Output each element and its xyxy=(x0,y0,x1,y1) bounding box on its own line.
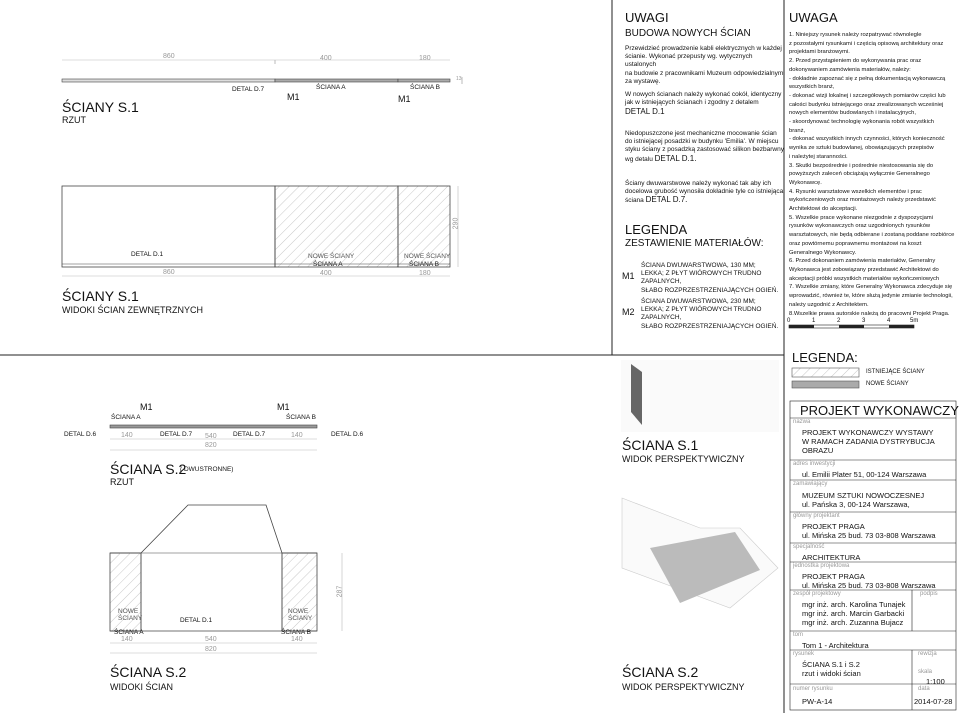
general-note-line: 3. Skutki bezpośrednie i pośrednie niestosowania się do xyxy=(789,162,934,169)
dim-180: 180 xyxy=(419,55,431,62)
plan-title: ŚCIANY S.1 xyxy=(62,99,139,115)
s2-perspective xyxy=(622,498,778,608)
legend-title: LEGENDA xyxy=(625,222,688,237)
general-note-line: wykończeniowych oraz montażowych należy przedstawić xyxy=(789,197,936,204)
general-note-line: Generalnego Wykonawcy. xyxy=(789,249,857,256)
sciana-a-label: ŚCIANA A xyxy=(313,261,343,268)
detal-d7-label: DETAL D.7 xyxy=(233,431,266,438)
general-note-line: należy uzgodnić z Architektem. xyxy=(789,301,869,308)
dim-140: 140 xyxy=(291,432,303,439)
note-paragraph-3: Niedopuszczone jest mechaniczne mocowanie ścian do istniejącej posadzki w budynku 'Emilia'. W miejscu styku ściany z posadzką zastosować silikon bezbarwny wg detalu DETAL D.1. xyxy=(625,130,784,163)
m1-code: M1 xyxy=(622,271,635,281)
general-note-line: nowych elementów budowlanych i instalacyjnych, xyxy=(789,110,916,117)
general-notes-list xyxy=(789,31,959,318)
detal-d1-label: DETAL D.1 xyxy=(131,251,164,258)
scale-label-0: 0 xyxy=(787,318,791,324)
general-notes-title: UWAGA xyxy=(789,10,838,25)
detal-d7-label: DETAL D.7 xyxy=(160,431,193,438)
dim-540: 540 xyxy=(205,636,217,643)
label-volume: tom xyxy=(793,632,804,638)
detal-d6-label: DETAL D.6 xyxy=(64,431,97,438)
s2-plan-title: ŚCIANA S.2 xyxy=(110,461,187,477)
general-note-line: Wykonawcę. xyxy=(789,179,822,186)
sciana-a-label: ŚCIANA A xyxy=(114,629,144,636)
general-note-line: warsztatowych, nie będą odbierane i zostaną poddane rozbiórce xyxy=(789,232,955,239)
detal-d1-label: DETAL D.1 xyxy=(180,617,213,624)
label-drawing-number: numer rysunku xyxy=(793,686,833,692)
m2-description: ŚCIANA DWUWARSTWOWA, 230 MM; LEKKA; Z PŁYT WIÓROWYCH TRUDNO ZAPALNYCH, SŁABO ROZPRZESTRZENIAJĄCYCH OGIEŃ. xyxy=(641,298,779,330)
scale-label-3: 3 xyxy=(862,318,866,324)
new-walls-label: NOWE ŚCIANY xyxy=(308,253,355,260)
chief-designer: PROJEKT PRAGA ul. Mińska 25 bud. 73 03-808 Warszawa xyxy=(802,522,936,540)
label-team: zespół projektowy xyxy=(793,591,841,597)
dim-140: 140 xyxy=(291,636,303,643)
s1-perspective xyxy=(621,360,779,432)
s2-plan-subtitle: RZUT xyxy=(110,477,134,487)
new-walls-label: NOWE ŚCIANY xyxy=(288,608,313,622)
detal-d7-label: DETAL D.7 xyxy=(232,86,265,93)
dim-287: 287 xyxy=(336,585,344,598)
s2-plan-note: ( DWUSTRONNE) xyxy=(180,466,234,473)
scale-label-2: 2 xyxy=(837,318,841,324)
note-paragraph-1: Przewidzieć prowadzenie kabli elektrycznych w każdej ścianie. Wykonać przepusty wg. wytycznych ustalonych na budowie z pracownikami Muzeum odpowiedzialnymi za wystawę. xyxy=(625,45,785,85)
scale-bar xyxy=(789,325,914,328)
general-note-line: projektami branżowymi. xyxy=(789,49,850,56)
new-wall-swatch xyxy=(792,381,859,388)
scale-label-1: 1 xyxy=(812,318,816,324)
general-note-line: - dokonać wizji lokalnej i szczegółowych pomiarów części lub xyxy=(789,92,946,99)
note-paragraph-2: W nowych ścianach należy wykonać cokół, identyczny jak w istniejących ścianach i zgodny z detalem DETAL D.1 xyxy=(625,91,782,117)
scale-label-5m: 5m xyxy=(910,318,919,324)
label-name: nazwa xyxy=(793,419,811,425)
dim-820: 820 xyxy=(205,646,217,653)
investment-address: ul. Emilii Plater 51, 00-124 Warszawa xyxy=(802,470,927,479)
volume: Tom 1 - Architektura xyxy=(802,641,869,650)
specialty: ARCHITEKTURA xyxy=(802,553,861,562)
dim-400: 400 xyxy=(320,55,332,62)
general-note-line: 5. Wszelkie prace wykonane niezgodnie z dyspozycjami xyxy=(789,214,934,221)
m2-code: M2 xyxy=(622,307,635,317)
general-note-line: wynika ze sztuki budowlanej, obowiązujących przepisów xyxy=(789,145,934,152)
general-note-line: rysunków wykonawczych oraz uzgodnionych rysunków xyxy=(789,223,931,230)
m1-label: M1 xyxy=(398,94,411,104)
label-address: adres inwestycji xyxy=(793,461,836,467)
s1-perspective-title: ŚCIANA S.1 xyxy=(622,437,699,453)
s2-perspective-title: ŚCIANA S.2 xyxy=(622,664,699,680)
label-revision: rewizja xyxy=(918,651,937,657)
general-note-line: wszystkich branż, xyxy=(789,84,835,91)
materials-subtitle: ZESTAWIENIE MATERIAŁÓW: xyxy=(625,238,764,249)
s1-perspective-subtitle: WIDOK PERSPEKTYWICZNY xyxy=(622,454,745,464)
general-note-line: dokonywaniem zamówienia materiałów, należy: xyxy=(789,66,911,73)
sciana-b-label: ŚCIANA B xyxy=(286,414,316,421)
s1-plan xyxy=(62,60,462,84)
project-name: PROJEKT WYKONAWCZY WYSTAWY W RAMACH ZADANIA DYSTRYBUCJA OBRAZU xyxy=(802,428,935,455)
general-note-line: - skoordynować technologię wykonania robót wszystkich xyxy=(789,119,934,126)
general-note-line: branż, xyxy=(789,127,806,134)
plan-subtitle: RZUT xyxy=(62,115,86,125)
label-chief-designer: główny projektant xyxy=(793,513,840,519)
sciana-b-label: ŚCIANA B xyxy=(410,84,440,91)
note-paragraph-4: Ściany dwuwarstwowe należy wykonać tak aby ich docelowa grubość wynosiła dokładnie tyle co istniejąca ściana DETAL D.7. xyxy=(625,180,784,205)
client: MUZEUM SZTUKI NOWOCZESNEJ ul. Pańska 3, 00-124 Warszawa, xyxy=(802,491,925,509)
s1-elevation xyxy=(62,186,458,276)
new-walls-label: NOWE ŚCIANY xyxy=(866,381,909,387)
titleblock-heading: PROJEKT WYKONAWCZY xyxy=(800,403,959,418)
m1-label: M1 xyxy=(277,402,290,412)
existing-wall-swatch xyxy=(792,368,859,377)
sciana-a-label: ŚCIANA A xyxy=(111,414,141,421)
elevation-subtitle: WIDOKI ŚCIAN ZEWNĘTRZNYCH xyxy=(62,305,203,315)
s2-perspective-subtitle: WIDOK PERSPEKTYWICZNY xyxy=(622,682,745,692)
m1-description: ŚCIANA DWUWARSTWOWA, 130 MM; LEKKA; Z PŁYT WIÓROWYCH TRUDNO ZAPALNYCH, SŁABO ROZPRZESTRZENIAJĄCYCH OGIEŃ. xyxy=(641,262,779,294)
general-note-line: Architektowi do akceptacji. xyxy=(789,206,858,213)
sciana-b-label: ŚCIANA B xyxy=(409,261,439,268)
dim-860: 860 xyxy=(163,53,175,60)
legend2-title: LEGENDA: xyxy=(792,350,858,365)
general-note-line: całości budynku istniejącego oraz zrealizowanych wcześniej xyxy=(789,101,944,108)
label-drawing: rysunek xyxy=(793,651,815,657)
detal-d6-label: DETAL D.6 xyxy=(331,431,364,438)
general-note-line: 4. Rysunki warsztatowe wszelkich elementów i prac xyxy=(789,188,922,195)
m1-label: M1 xyxy=(287,92,300,102)
scale: 1:100 xyxy=(926,677,945,686)
notes-subtitle: BUDOWA NOWYCH ŚCIAN xyxy=(625,28,751,39)
sciana-a-label: ŚCIANA A xyxy=(316,84,346,91)
general-note-line: wprowadzić, również te, które służą jedynie zmianie technologii, xyxy=(789,293,953,300)
general-note-line: - dokonać wszystkich innych czynności, których konieczność xyxy=(789,136,945,143)
existing-walls-label: ISTNIEJĄCE ŚCIANY xyxy=(866,369,925,375)
label-scale: skala xyxy=(918,669,933,675)
general-note-line: 2. Przed przystąpieniem do wykonywania prac oraz xyxy=(789,58,922,65)
m1-label: M1 xyxy=(140,402,153,412)
general-note-line: 1. Niniejszy rysunek należy rozpatrywać równolegle xyxy=(789,32,922,38)
label-client: zamawiający xyxy=(793,481,828,487)
new-walls-label: NOWE ŚCIANY xyxy=(404,253,451,260)
sciana-b-label: ŚCIANA B xyxy=(281,629,311,636)
dim-860: 860 xyxy=(163,269,175,276)
general-note-line: - dokładnie zapoznać się z pełną dokumentacją wykonawczą xyxy=(789,75,946,82)
dim-820: 820 xyxy=(205,442,217,449)
label-specialty: specjalność xyxy=(793,544,825,550)
elevation-title: ŚCIANY S.1 xyxy=(62,288,139,304)
new-walls-label: NOWE ŚCIANY xyxy=(118,608,143,622)
general-note-line: 7. Wszelkie zmiany, które Generalny Wykonawca zdecyduje się xyxy=(789,284,953,291)
general-note-line: oraz powtórnemu poprawnemu montażowi na koszt xyxy=(789,240,922,247)
dim-180: 180 xyxy=(419,270,431,277)
general-note-line: i należytej staranności. xyxy=(789,153,848,160)
scale-label-4: 4 xyxy=(887,318,891,324)
general-note-line: akceptacji próbki wszystkich materiałów wykończeniowych xyxy=(789,275,940,282)
s2-elevation-title: ŚCIANA S.2 xyxy=(110,664,187,680)
label-signature: podpis xyxy=(920,591,938,597)
general-note-line: Wykonawca jest zobowiązany przedstawić Architektowi do xyxy=(789,266,939,273)
general-note-line: z pozostałymi rysunkami i częścią opisową architektury oraz xyxy=(789,40,944,47)
dim-540: 540 xyxy=(205,433,217,440)
dim-400: 400 xyxy=(320,270,332,277)
date: 2014-07-28 xyxy=(914,697,953,706)
design-unit: PROJEKT PRAGA ul. Mińska 25 bud. 73 03-808 Warszawa xyxy=(802,572,936,590)
label-unit: jednostka projektowa xyxy=(793,563,850,569)
dim-140: 140 xyxy=(121,636,133,643)
dim-290: 290 xyxy=(452,217,460,230)
dim-13: 13 xyxy=(456,76,462,82)
general-note-line: powyższych zaleceń obciążają wyłącznie Generalnego xyxy=(789,171,930,178)
general-note-line: 8.Wszelkie prawa autorskie należą do pracowni Projekt Praga. xyxy=(789,310,950,317)
drawing-number: PW-A-14 xyxy=(802,697,833,706)
general-note-line: 6. Przed dokonaniem zamówienia materiałów, Generalny xyxy=(789,258,936,265)
dim-140: 140 xyxy=(121,432,133,439)
notes-title: UWAGI xyxy=(625,10,669,25)
design-team: mgr inż. arch. Karolina Tunajek mgr inż. arch. Marcin Garbacki mgr inż. arch. Zuzanna Bujacz xyxy=(802,600,906,627)
drawing-title: ŚCIANA S.1 i S.2 rzut i widoki ścian xyxy=(802,660,861,678)
label-date: data xyxy=(918,686,930,692)
s2-elevation-subtitle: WIDOKI ŚCIAN xyxy=(110,682,174,692)
